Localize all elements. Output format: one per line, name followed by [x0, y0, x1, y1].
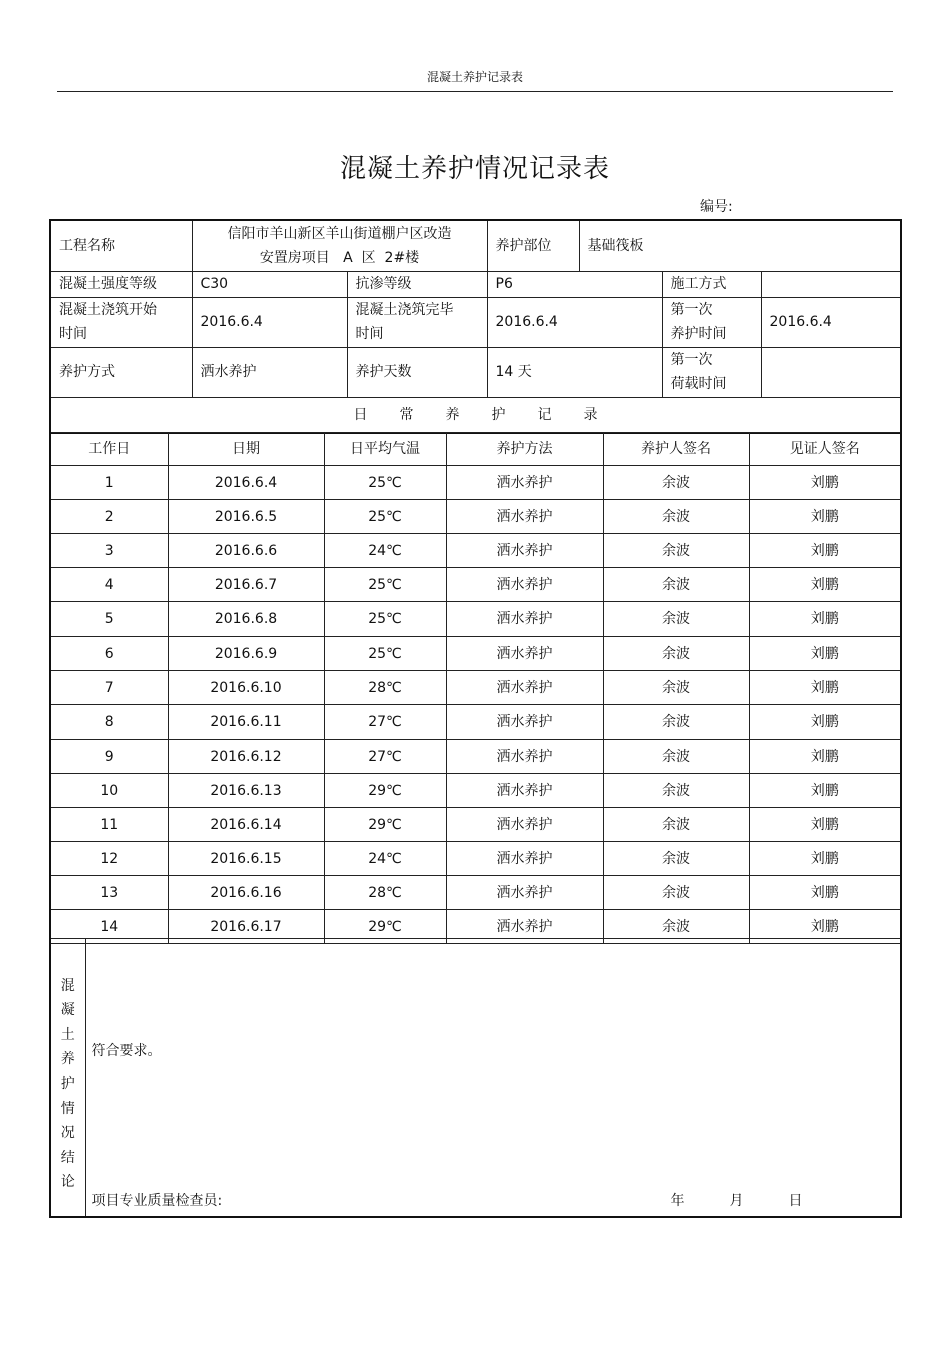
date-year-label: 年: [670, 1193, 685, 1209]
table-row: [50, 568, 901, 602]
project-name-value: [192, 220, 487, 271]
table-row: [50, 671, 901, 705]
cell-avg-temp: 28℃: [324, 671, 446, 705]
cell-curer-signature: 余波: [603, 671, 749, 705]
column-header-witness-signature: 见证人签名: [749, 433, 901, 466]
cell-date: 2016.6.8: [168, 602, 324, 637]
cell-curing-method: 洒水养护: [446, 671, 603, 705]
conclusion-label-char: 混: [60, 977, 75, 994]
date-day-label: 日: [788, 1193, 803, 1209]
cell-workday: 14: [50, 910, 168, 944]
conclusion-label-cell: [50, 939, 85, 1217]
pour-start-label-line-2: 时间: [59, 326, 87, 342]
cell-date: 2016.6.16: [168, 876, 324, 910]
first-load-value: [761, 347, 901, 397]
conclusion-label-char: 护: [60, 1075, 75, 1092]
header-rule: [57, 91, 893, 92]
cell-curer-signature: 余波: [603, 808, 749, 842]
curing-part-label: 养护部位: [487, 220, 579, 271]
cell-avg-temp: 25℃: [324, 568, 446, 602]
project-name-line-1: 信阳市羊山新区羊山街道棚户区改造: [227, 225, 452, 242]
cell-workday: 11: [50, 808, 168, 842]
conclusion-table: [49, 938, 902, 1218]
conclusion-label-char: 论: [60, 1174, 75, 1191]
cell-curing-method: 洒水养护: [446, 705, 603, 740]
conclusion-label-char: 情: [60, 1100, 75, 1117]
first-load-label-line-2: 荷载时间: [670, 376, 727, 392]
first-curing-label-line-1: 第一次: [670, 302, 713, 318]
pour-start-value: 2016.6.4: [192, 297, 347, 347]
cell-curer-signature: 余波: [603, 602, 749, 637]
document-title: 混凝土养护情况记录表: [339, 154, 610, 184]
project-name-line-2: 安置房项目 A 区 2#楼: [259, 249, 420, 266]
page-header: 混凝土养护记录表: [426, 70, 523, 84]
pour-end-label-line-1: 混凝土浇筑完毕: [355, 302, 454, 318]
project-name-label: 工程名称: [50, 220, 192, 271]
pour-end-value: 2016.6.4: [487, 297, 662, 347]
pour-end-label: [347, 297, 487, 347]
cell-workday: 5: [50, 602, 168, 637]
daily-table-header-row: [50, 433, 901, 466]
cell-curer-signature: 余波: [603, 774, 749, 808]
table-row: [50, 808, 901, 842]
cell-curer-signature: 余波: [603, 637, 749, 671]
first-curing-label: [662, 297, 761, 347]
conclusion-label-char: 结: [60, 1149, 75, 1166]
cell-witness-signature: 刘鹏: [749, 466, 901, 500]
cell-workday: 1: [50, 466, 168, 500]
cell-workday: 3: [50, 534, 168, 568]
cell-curer-signature: 余波: [603, 466, 749, 500]
cell-curing-method: 洒水养护: [446, 774, 603, 808]
cell-date: 2016.6.6: [168, 534, 324, 568]
cell-curing-method: 洒水养护: [446, 534, 603, 568]
inspector-label: 项目专业质量检查员:: [91, 1193, 223, 1209]
first-load-label: [662, 347, 761, 397]
cell-witness-signature: 刘鹏: [749, 910, 901, 944]
cell-curer-signature: 余波: [603, 910, 749, 944]
table-row: [50, 705, 901, 740]
cell-curing-method: 洒水养护: [446, 637, 603, 671]
cell-witness-signature: 刘鹏: [749, 705, 901, 740]
curing-method-value: 洒水养护: [192, 347, 347, 397]
cell-curing-method: 洒水养护: [446, 602, 603, 637]
column-header-avg-temp: 日平均气温: [324, 433, 446, 466]
project-info-table: [49, 219, 902, 434]
cell-workday: 7: [50, 671, 168, 705]
column-header-curing-method: 养护方法: [446, 433, 603, 466]
pour-start-label: [50, 297, 192, 347]
conclusion-label-char: 凝: [60, 1002, 75, 1019]
first-curing-value: 2016.6.4: [761, 297, 901, 347]
cell-avg-temp: 29℃: [324, 808, 446, 842]
construction-method-label: 施工方式: [662, 271, 761, 297]
cell-witness-signature: 刘鹏: [749, 774, 901, 808]
cell-avg-temp: 25℃: [324, 466, 446, 500]
cell-date: 2016.6.4: [168, 466, 324, 500]
cell-date: 2016.6.13: [168, 774, 324, 808]
table-row: [50, 534, 901, 568]
cell-curing-method: 洒水养护: [446, 842, 603, 876]
cell-curing-method: 洒水养护: [446, 876, 603, 910]
conclusion-label-char: 养: [60, 1051, 75, 1068]
cell-avg-temp: 25℃: [324, 500, 446, 534]
table-row: [50, 500, 901, 534]
cell-workday: 13: [50, 876, 168, 910]
table-row: [50, 774, 901, 808]
cell-curer-signature: 余波: [603, 842, 749, 876]
cell-witness-signature: 刘鹏: [749, 500, 901, 534]
cell-date: 2016.6.11: [168, 705, 324, 740]
column-header-workday: 工作日: [50, 433, 168, 466]
cell-curer-signature: 余波: [603, 568, 749, 602]
cell-witness-signature: 刘鹏: [749, 740, 901, 774]
cell-curer-signature: 余波: [603, 740, 749, 774]
table-row: [50, 466, 901, 500]
table-row: [50, 602, 901, 637]
cell-curer-signature: 余波: [603, 876, 749, 910]
cell-date: 2016.6.15: [168, 842, 324, 876]
cell-witness-signature: 刘鹏: [749, 534, 901, 568]
cell-date: 2016.6.17: [168, 910, 324, 944]
cell-avg-temp: 29℃: [324, 774, 446, 808]
cell-witness-signature: 刘鹏: [749, 808, 901, 842]
table-row: [50, 876, 901, 910]
cell-curing-method: 洒水养护: [446, 808, 603, 842]
curing-days-value: 14 天: [487, 347, 662, 397]
cell-curer-signature: 余波: [603, 500, 749, 534]
cell-workday: 10: [50, 774, 168, 808]
cell-avg-temp: 24℃: [324, 534, 446, 568]
cell-curer-signature: 余波: [603, 705, 749, 740]
table-row: [50, 637, 901, 671]
cell-curing-method: 洒水养护: [446, 568, 603, 602]
cell-witness-signature: 刘鹏: [749, 568, 901, 602]
conclusion-text: 符合要求。: [91, 1043, 162, 1059]
pour-end-label-line-2: 时间: [355, 326, 384, 342]
impermeability-grade-label: 抗渗等级: [347, 271, 487, 297]
cell-witness-signature: 刘鹏: [749, 842, 901, 876]
cell-witness-signature: 刘鹏: [749, 671, 901, 705]
cell-witness-signature: 刘鹏: [749, 876, 901, 910]
cell-avg-temp: 28℃: [324, 876, 446, 910]
cell-curing-method: 洒水养护: [446, 466, 603, 500]
conclusion-label: [51, 960, 85, 1195]
cell-workday: 2: [50, 500, 168, 534]
conclusion-label-char: 土: [60, 1026, 75, 1043]
cell-date: 2016.6.14: [168, 808, 324, 842]
cell-avg-temp: 27℃: [324, 740, 446, 774]
conclusion-label-char: 况: [60, 1125, 75, 1142]
first-load-label-line-1: 第一次: [670, 352, 713, 368]
column-header-curer-signature: 养护人签名: [603, 433, 749, 466]
cell-workday: 6: [50, 637, 168, 671]
strength-grade-label: 混凝土强度等级: [50, 271, 192, 297]
cell-workday: 4: [50, 568, 168, 602]
cell-date: 2016.6.5: [168, 500, 324, 534]
curing-part-value: 基础筏板: [579, 220, 901, 271]
curing-method-label: 养护方式: [50, 347, 192, 397]
cell-workday: 9: [50, 740, 168, 774]
impermeability-grade-value: P6: [487, 271, 662, 297]
column-header-date: 日期: [168, 433, 324, 466]
table-row: [50, 740, 901, 774]
daily-curing-table: [49, 432, 902, 944]
curing-days-label: 养护天数: [347, 347, 487, 397]
cell-date: 2016.6.10: [168, 671, 324, 705]
cell-avg-temp: 24℃: [324, 842, 446, 876]
construction-method-value: [761, 271, 901, 297]
cell-curing-method: 洒水养护: [446, 910, 603, 944]
conclusion-content-cell: [85, 939, 901, 1217]
strength-grade-value: C30: [192, 271, 347, 297]
cell-avg-temp: 25℃: [324, 637, 446, 671]
cell-avg-temp: 29℃: [324, 910, 446, 944]
cell-curing-method: 洒水养护: [446, 740, 603, 774]
cell-date: 2016.6.7: [168, 568, 324, 602]
cell-curing-method: 洒水养护: [446, 500, 603, 534]
first-curing-label-line-2: 养护时间: [670, 326, 727, 342]
serial-number-label: 编号:: [700, 199, 733, 215]
daily-record-title: 日常养护记录: [50, 397, 901, 433]
cell-witness-signature: 刘鹏: [749, 637, 901, 671]
cell-date: 2016.6.12: [168, 740, 324, 774]
cell-avg-temp: 27℃: [324, 705, 446, 740]
table-row: [50, 842, 901, 876]
cell-curer-signature: 余波: [603, 534, 749, 568]
date-month-label: 月: [729, 1193, 744, 1209]
cell-witness-signature: 刘鹏: [749, 602, 901, 637]
cell-workday: 8: [50, 705, 168, 740]
cell-date: 2016.6.9: [168, 637, 324, 671]
cell-workday: 12: [50, 842, 168, 876]
pour-start-label-line-1: 混凝土浇筑开始: [59, 302, 157, 318]
cell-avg-temp: 25℃: [324, 602, 446, 637]
